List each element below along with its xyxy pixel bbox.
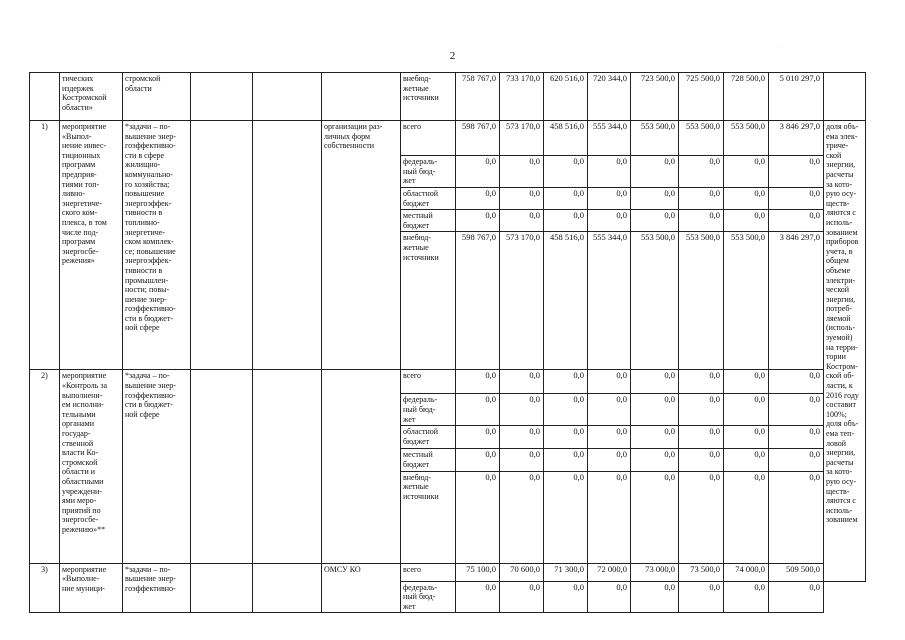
value-cell: 0,0: [679, 394, 724, 426]
event-name-cell: тических издержек Костромской области»: [60, 73, 123, 121]
value-cell: 598 767,0: [456, 121, 500, 156]
executor-cell: [322, 73, 401, 121]
event-name-cell: мероприятие «Контроль за выполнени- ем исполни- тельными органами государ- ственной власти Ко- стромской области и областными учреждени- ями меро- приятий по энергосбе- режению»**: [60, 370, 123, 563]
value-cell: 0,0: [588, 156, 631, 188]
value-cell: 0,0: [679, 156, 724, 188]
funding-source-cell: всего: [401, 370, 456, 394]
value-cell: 3 846 297,0: [769, 232, 824, 370]
funding-source-cell: областной бюджет: [401, 188, 456, 210]
value-cell: 0,0: [724, 188, 769, 210]
value-cell: 3 846 297,0: [769, 121, 824, 156]
value-cell: 723 500,0: [631, 73, 679, 121]
value-cell: 0,0: [631, 370, 679, 394]
funding-source-cell: всего: [401, 121, 456, 156]
value-cell: 555 344,0: [588, 121, 631, 156]
value-cell: 0,0: [456, 449, 500, 471]
value-cell: 0,0: [769, 581, 824, 613]
funding-source-cell: местный бюджет: [401, 449, 456, 471]
value-cell: 0,0: [631, 394, 679, 426]
value-cell: 0,0: [631, 210, 679, 232]
value-cell: 0,0: [724, 370, 769, 394]
value-cell: 509 500,0: [769, 563, 824, 581]
empty-cell: [253, 563, 322, 613]
value-cell: 0,0: [544, 426, 588, 449]
value-cell: 553 500,0: [724, 121, 769, 156]
value-cell: 0,0: [544, 188, 588, 210]
funding-source-cell: местный бюджет: [401, 210, 456, 232]
value-cell: 0,0: [500, 426, 544, 449]
value-cell: 0,0: [500, 471, 544, 563]
row-number-cell: 3): [30, 563, 60, 613]
value-cell: 70 600,0: [500, 563, 544, 581]
value-cell: 0,0: [500, 370, 544, 394]
executor-cell: ОМСУ КО: [322, 563, 401, 613]
value-cell: 0,0: [724, 394, 769, 426]
funding-source-cell: федераль- ный бюд- жет: [401, 394, 456, 426]
empty-cell: [191, 370, 253, 563]
value-cell: 0,0: [769, 471, 824, 563]
value-cell: 0,0: [500, 581, 544, 613]
value-cell: 0,0: [679, 210, 724, 232]
value-cell: 0,0: [500, 394, 544, 426]
event-name-cell: мероприятие «Выполне- ние муници-: [60, 563, 123, 613]
row-number-cell: 1): [30, 121, 60, 370]
value-cell: 75 100,0: [456, 563, 500, 581]
value-cell: 0,0: [456, 426, 500, 449]
value-cell: 553 500,0: [724, 232, 769, 370]
value-cell: 553 500,0: [631, 232, 679, 370]
value-cell: 0,0: [588, 370, 631, 394]
value-cell: 0,0: [724, 210, 769, 232]
value-cell: 0,0: [769, 370, 824, 394]
value-cell: 0,0: [679, 426, 724, 449]
value-cell: 0,0: [631, 426, 679, 449]
value-cell: 73 500,0: [679, 563, 724, 581]
funding-source-cell: внебюд- жетные источники: [401, 232, 456, 370]
funding-source-cell: внебюд- жетные источники: [401, 471, 456, 563]
value-cell: 0,0: [456, 156, 500, 188]
value-cell: 0,0: [500, 210, 544, 232]
budget-table: [29, 72, 866, 613]
value-cell: 0,0: [679, 188, 724, 210]
value-cell: 0,0: [769, 156, 824, 188]
value-cell: 0,0: [588, 426, 631, 449]
value-cell: 0,0: [588, 394, 631, 426]
value-cell: 0,0: [679, 370, 724, 394]
scan-speck: ·: [778, 44, 780, 50]
value-cell: 0,0: [679, 471, 724, 563]
value-cell: 0,0: [588, 210, 631, 232]
empty-cell: [191, 563, 253, 613]
value-cell: 0,0: [631, 156, 679, 188]
executor-cell: организации раз- личных форм собственности: [322, 121, 401, 370]
value-cell: 0,0: [631, 581, 679, 613]
tasks-cell: стромской области: [123, 73, 191, 121]
value-cell: 555 344,0: [588, 232, 631, 370]
value-cell: 0,0: [724, 449, 769, 471]
value-cell: 0,0: [456, 210, 500, 232]
value-cell: 0,0: [724, 426, 769, 449]
value-cell: 0,0: [769, 449, 824, 471]
empty-cell: [253, 73, 322, 121]
indicator-cell: [824, 73, 866, 121]
value-cell: 0,0: [769, 210, 824, 232]
value-cell: 0,0: [769, 394, 824, 426]
value-cell: 0,0: [588, 449, 631, 471]
funding-source-cell: федераль- ный бюд- жет: [401, 581, 456, 613]
value-cell: 553 500,0: [631, 121, 679, 156]
funding-source-cell: федераль- ный бюд- жет: [401, 156, 456, 188]
row-number-cell: [30, 73, 60, 121]
value-cell: 0,0: [588, 471, 631, 563]
value-cell: 458 516,0: [544, 232, 588, 370]
value-cell: 0,0: [544, 370, 588, 394]
value-cell: 0,0: [631, 471, 679, 563]
value-cell: 0,0: [588, 188, 631, 210]
value-cell: 458 516,0: [544, 121, 588, 156]
value-cell: 553 500,0: [679, 232, 724, 370]
value-cell: 0,0: [724, 471, 769, 563]
value-cell: 0,0: [456, 581, 500, 613]
value-cell: 0,0: [500, 449, 544, 471]
value-cell: 0,0: [544, 156, 588, 188]
empty-cell: [191, 73, 253, 121]
value-cell: 74 000,0: [724, 563, 769, 581]
table-row: [30, 121, 866, 156]
table-row: [30, 563, 866, 581]
empty-cell: [253, 370, 322, 563]
value-cell: 0,0: [500, 188, 544, 210]
funding-source-cell: областной бюджет: [401, 426, 456, 449]
value-cell: 0,0: [544, 581, 588, 613]
value-cell: 71 300,0: [544, 563, 588, 581]
value-cell: 733 170,0: [500, 73, 544, 121]
value-cell: 573 170,0: [500, 232, 544, 370]
value-cell: 728 500,0: [724, 73, 769, 121]
executor-cell: [322, 370, 401, 563]
page-number: 2: [449, 50, 456, 62]
funding-source-cell: всего: [401, 563, 456, 581]
indicator-cell: доля объ- ема элек- триче- ской энергии, расчеты за кото- рую осу- ществ- ляются с исполь- зованием приборов учета, в общем объеме электри- ческой энергии, потреб- ляемой (исполь- зуемой) на терри- тории Костром- ской об- ласти, к 2016 году составит 100%; доля объ- ема теп- ловой энергии, расчеты за кото- рую осу- ществ- ляются с исполь- зованием: [824, 121, 866, 582]
value-cell: 620 516,0: [544, 73, 588, 121]
value-cell: 0,0: [544, 210, 588, 232]
value-cell: 0,0: [724, 581, 769, 613]
value-cell: 0,0: [679, 581, 724, 613]
value-cell: 0,0: [456, 370, 500, 394]
value-cell: 0,0: [769, 426, 824, 449]
value-cell: 0,0: [544, 394, 588, 426]
value-cell: 0,0: [588, 581, 631, 613]
value-cell: 0,0: [544, 471, 588, 563]
funding-source-cell: внебюд- жетные источники: [401, 73, 456, 121]
value-cell: 0,0: [456, 188, 500, 210]
value-cell: 73 000,0: [631, 563, 679, 581]
value-cell: 720 344,0: [588, 73, 631, 121]
value-cell: 758 767,0: [456, 73, 500, 121]
table-row: [30, 73, 866, 121]
value-cell: 0,0: [456, 394, 500, 426]
value-cell: 553 500,0: [679, 121, 724, 156]
value-cell: 0,0: [769, 188, 824, 210]
table-row: [30, 370, 866, 394]
tasks-cell: *задачи – по- вышение энер- гоэффективно-: [123, 563, 191, 613]
empty-cell: [191, 121, 253, 370]
value-cell: 0,0: [544, 449, 588, 471]
value-cell: 0,0: [500, 156, 544, 188]
value-cell: 0,0: [631, 188, 679, 210]
event-name-cell: мероприятие «Выпол- нение инвес- тиционных программ предприя- тиями топ- ливно- энергетиче- ского ком- плекса, в том числе под- программ энергосбе- режения»: [60, 121, 123, 370]
value-cell: 5 010 297,0: [769, 73, 824, 121]
value-cell: 0,0: [631, 449, 679, 471]
empty-cell: [253, 121, 322, 370]
row-number-cell: 2): [30, 370, 60, 563]
value-cell: 725 500,0: [679, 73, 724, 121]
value-cell: 598 767,0: [456, 232, 500, 370]
value-cell: 0,0: [724, 156, 769, 188]
value-cell: 0,0: [679, 449, 724, 471]
tasks-cell: *задача – по- вышение энер- гоэффективно- сти в бюджет- ной сфере: [123, 370, 191, 563]
value-cell: 0,0: [456, 471, 500, 563]
value-cell: 573 170,0: [500, 121, 544, 156]
tasks-cell: *задачи – по- вышение энер- гоэффективно- сти в сфере жилищно- коммунально- го хозяйства; повышение энергоэффек- тивности в топливно- энергетиче- ском комплек- се; повышение энергоэффек- тивности в промышлен- ности; повы- шение энер- гоэффективно- сти в бюджет- ной сфере: [123, 121, 191, 370]
value-cell: 72 000,0: [588, 563, 631, 581]
